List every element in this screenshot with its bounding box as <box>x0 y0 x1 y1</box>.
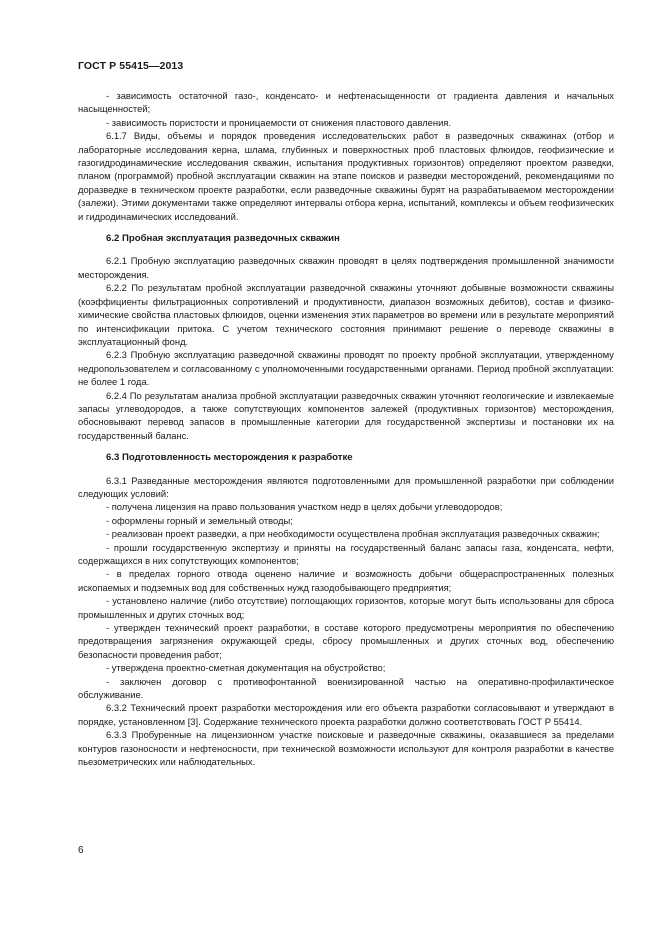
paragraph: 6.3.3 Пробуренные на лицензионном участке поисковые и разведочные скважины, оказавшиеся за пределами контуров газоносности и нефтеносности, при технической возможности используют для контроля разработки в качестве пьезометрических или наблюдательных. <box>78 729 614 768</box>
paragraph: 6.2.4 По результатам анализа пробной эксплуатации разведочных скважин уточняют геологические и извлекаемые запасы углеводородов, а также сопутствующих компонентов залежей (продуктивных горизонтов) месторождения, обосновывают перевод запасов в промышленные категории для государственной экспертизы и постановки их на государственный баланс. <box>78 389 614 441</box>
paragraph: 6.1.7 Виды, объемы и порядок проведения исследовательских работ в разведочных скважинах (отбор и лабораторные исследования керна, шлама, глубинных и поверхностных проб пластовых флюидов, геофизические и газогидродинамические исследования скважин, испытания продуктивных горизонтов) определяют проектом разведки, планом (программой) пробной эксплуатации скважин на этапе поисков и разведки месторождений, рекомендациями по доразведке в техническом проекте разработки, если разведочные скважины бурят на разрабатываемом месторождении (залежи). Этими документами также определяют интервалы отбора керна, испытаний, комплексы и объем геофизических и гидродинамических исследований. <box>78 130 614 222</box>
list-item: - заключен договор с противофонтанной военизированной частью на оперативно-профилактическое обслуживание. <box>78 675 614 701</box>
list-item: - оформлены горный и земельный отводы; <box>106 514 293 526</box>
list-item: - реализован проект разведки, а при необходимости осуществлена пробная эксплуатация разведочных скважин; <box>106 528 600 540</box>
paragraph: - зависимость пористости и проницаемости от снижения пластового давления. <box>106 116 451 128</box>
list-item: - утверждена проектно-сметная документация на обустройство; <box>106 662 386 674</box>
paragraph: 6.2.3 Пробную эксплуатацию разведочной скважины проводят по проекту пробной эксплуатации, утвержденному недропользователем и согласованному с уполномоченными государственными органами. Период пробной эксплуатации: не более 1 года. <box>78 349 614 388</box>
section-heading: 6.3 Подготовленность месторождения к разработке <box>106 452 353 464</box>
paragraph: 6.2.2 По результатам пробной эксплуатации разведочной скважины уточняют добывные возможности скважины (коэффициенты фильтрационных сопротивлений и продуктивности, диапазон возможных дебитов), состав и физико-химические свойства пластовых флюидов, оценки изменения этих параметров во времени или в результате мероприятий по интенсификации притока. С учетом технического состояния принимают решение о переводе скважины в эксплуатационный фонд. <box>78 282 614 347</box>
list-item: - в пределах горного отвода оценено наличие и возможность добычи общераспространенных полезных ископаемых и подземных вод для собственных нужд газодобывающего предприятия; <box>78 568 614 593</box>
document-header: ГОСТ Р 55415—2013 <box>78 60 184 72</box>
list-item: - утвержден технический проект разработки, в составе которого предусмотрены мероприятия по обеспечению предотвращения загрязнения окружающей среды, сбросу промышленных и других сточных вод, обеспечению безопасности проведения работ; <box>78 622 614 660</box>
list-item: - установлено наличие (либо отсутствие) поглощающих горизонтов, которые могут быть использованы для сброса промышленных и других сточных вод; <box>78 595 614 620</box>
page-number: 6 <box>78 845 84 856</box>
list-item: - прошли государственную экспертизу и приняты на государственный баланс запасы газа, конденсата, нефти, содержащихся в них сопутствующих компонентов; <box>78 541 614 566</box>
list-item: - получена лицензия на право пользования участком недр в целях добычи углеводородов; <box>106 501 503 513</box>
section-heading: 6.2 Пробная эксплуатация разведочных скважин <box>106 233 340 245</box>
paragraph: 6.3.2 Технический проект разработки месторождения или его объекта разработки согласовывают и утверждают в порядке, установленном [3]. Содержание технического проекта разработки должно соответствовать ГОСТ Р 55414. <box>78 702 614 727</box>
paragraph: 6.2.1 Пробную эксплуатацию разведочных скважин проводят в целях подтверждения промышленной значимости месторождения. <box>78 255 614 280</box>
document-body <box>78 89 614 769</box>
paragraph: - зависимость остаточной газо-, конденсато- и нефтенасыщенности от градиента давления и начальных насыщенностей; <box>78 90 614 115</box>
paragraph: 6.3.1 Разведанные месторождения являются подготовленными для промышленной разработки при соблюдении следующих условий: <box>78 474 614 499</box>
